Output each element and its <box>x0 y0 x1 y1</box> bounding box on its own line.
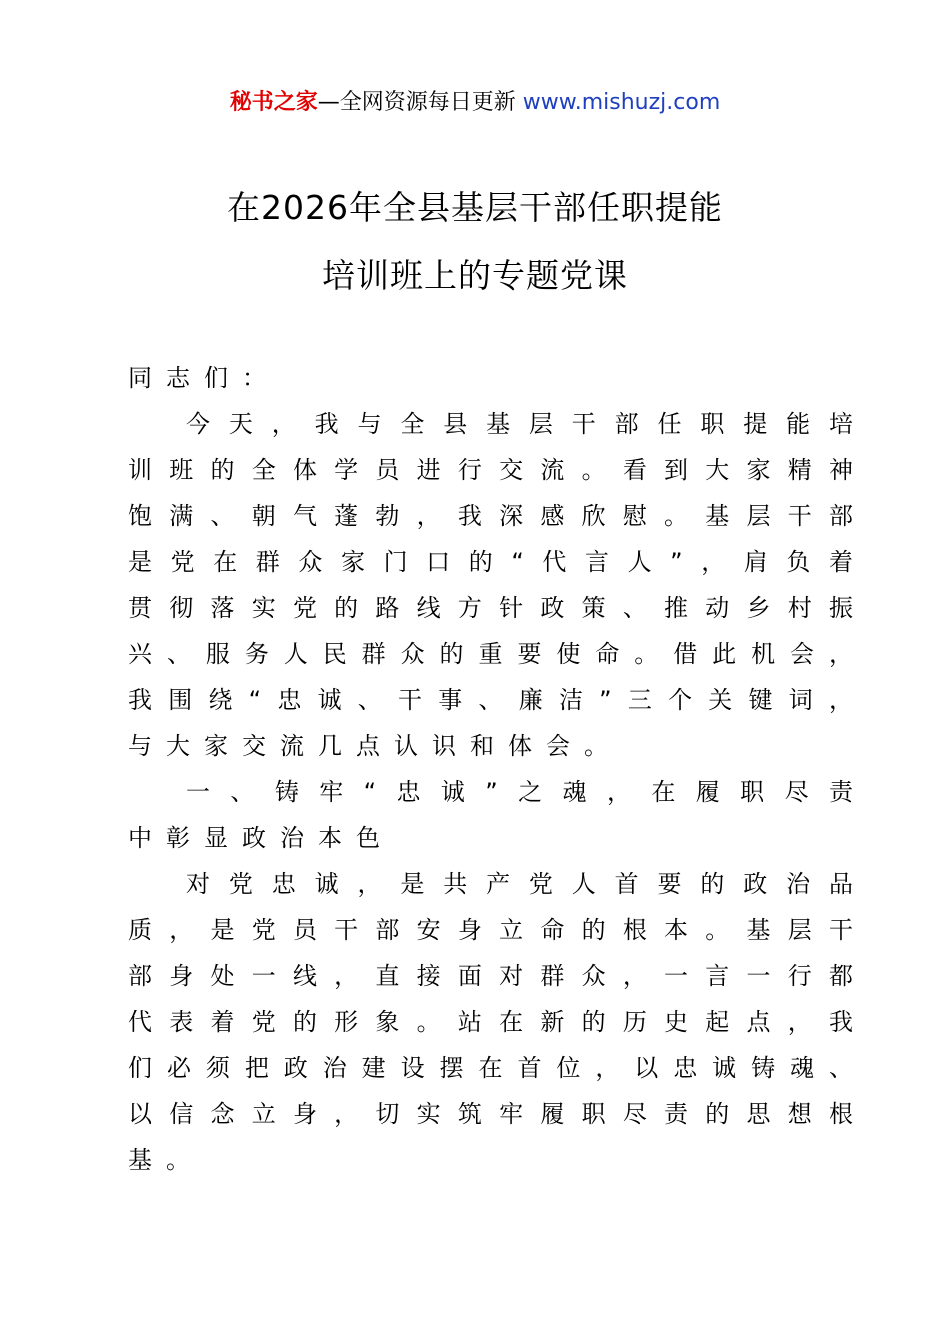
site-tagline: —全网资源每日更新 <box>317 90 516 115</box>
paragraph-1-line: 今天，我与全县基层干部任职提能培 <box>186 410 853 438</box>
paragraph-1-line: 是党在群众家门口的“代言人”，肩负着 <box>128 548 853 576</box>
paragraph-2-line: 对党忠诚，是共产党人首要的政治品 <box>186 870 853 898</box>
paragraph-1-line: 兴、服务人民群众的重要使命。借此机会， <box>128 640 853 668</box>
section-heading-1-line: 中彰显政治本色 <box>128 824 394 852</box>
paragraph-1-line: 贯彻落实党的路线方针政策、推动乡村振 <box>128 594 853 622</box>
paragraph-2-line: 代表着党的形象。站在新的历史起点，我 <box>128 1008 853 1036</box>
paragraph-1-line: 训班的全体学员进行交流。看到大家精神 <box>128 456 853 484</box>
site-header <box>0 88 950 118</box>
paragraph-2-line: 以信念立身，切实筑牢履职尽责的思想根 <box>128 1100 853 1128</box>
paragraph-2-line: 基。 <box>128 1146 204 1174</box>
paragraph-1-line: 我围绕“忠诚、干事、廉洁”三个关键词， <box>128 686 853 714</box>
paragraph-2-line: 质，是党员干部安身立命的根本。基层干 <box>128 916 853 944</box>
document-title-line-2: 培训班上的专题党课 <box>322 256 628 295</box>
salutation: 同志们： <box>128 364 280 392</box>
section-heading-1-line: 一、铸牢“忠诚”之魂，在履职尽责 <box>186 778 853 806</box>
paragraph-1-line: 与大家交流几点认识和体会。 <box>128 732 622 760</box>
document-title-line-1: 在2026年全县基层干部任职提能 <box>227 188 723 227</box>
document-body <box>128 355 853 1183</box>
site-name: 秘书之家 <box>229 90 318 115</box>
paragraph-1-line: 饱满、朝气蓬勃，我深感欣慰。基层干部 <box>128 502 853 530</box>
paragraph-2-line: 们必须把政治建设摆在首位，以忠诚铸魂、 <box>128 1054 853 1082</box>
paragraph-2-line: 部身处一线，直接面对群众，一言一行都 <box>128 962 853 990</box>
site-url-link[interactable]: www.mishuzj.com <box>522 90 721 115</box>
